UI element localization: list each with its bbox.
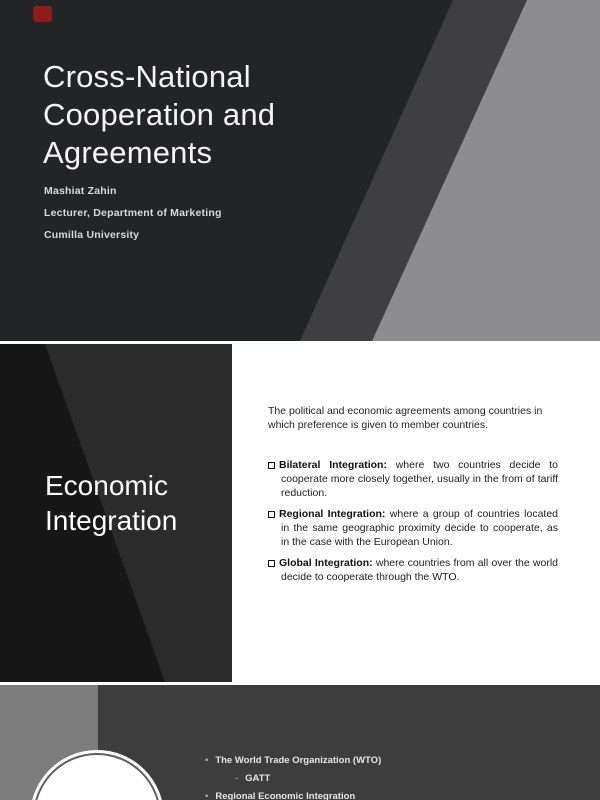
- bullet-dash-icon: -: [235, 773, 239, 784]
- title-meta-block: [44, 180, 344, 246]
- list-item: [205, 770, 565, 788]
- bullet-dot-icon: •: [205, 791, 209, 800]
- slide2-left-panel: [0, 344, 232, 682]
- slide2-content-panel: [232, 344, 600, 682]
- bullet-label: Global Integration:: [279, 557, 373, 569]
- presentation-title: Cross-National Cooperation and Agreements: [43, 59, 276, 170]
- author-role: Lecturer, Department of Marketing: [44, 207, 222, 219]
- author-name: Mashiat Zahin: [44, 185, 117, 197]
- slide3-bullet-list: [205, 752, 565, 800]
- square-bullet-icon: [268, 560, 275, 567]
- bullet-text: where a group of countries located in the same geographic proximity decide to cooperate, as in the case with the European Union.: [281, 508, 559, 548]
- bullet-bilateral: [268, 458, 558, 500]
- list-item-text: The World Trade Organization (WTO): [215, 755, 382, 766]
- slide2-intro-text: The political and economic agreements among countries in which preference is given to member countries.: [268, 405, 543, 431]
- list-item: [205, 752, 565, 770]
- list-item-text: Regional Economic Integration: [215, 791, 356, 800]
- slide-title-page: [0, 0, 600, 341]
- bullet-global: [268, 556, 558, 584]
- menu-icon[interactable]: [33, 6, 52, 22]
- bullet-label: Bilateral Integration:: [279, 459, 387, 471]
- bullet-text: where two countries decide to cooperate more closely together, usually in the from of tariff reduction.: [281, 459, 558, 499]
- bullet-dot-icon: •: [205, 755, 209, 766]
- list-item: [205, 788, 565, 800]
- slide-economic-integration: [0, 344, 600, 682]
- list-item-text: GATT: [245, 773, 271, 784]
- slide-wto-partial: [0, 685, 600, 800]
- square-bullet-icon: [268, 462, 275, 469]
- bullet-text: where countries from all over the world decide to cooperate through the WTO.: [281, 557, 558, 583]
- bullet-regional: [268, 507, 558, 549]
- slide2-heading: Economic Integration: [45, 470, 178, 536]
- slide2-bullet-list: [268, 458, 558, 584]
- square-bullet-icon: [268, 511, 275, 518]
- bullet-label: Regional Integration:: [279, 508, 386, 520]
- author-university: Cumilla University: [44, 229, 140, 241]
